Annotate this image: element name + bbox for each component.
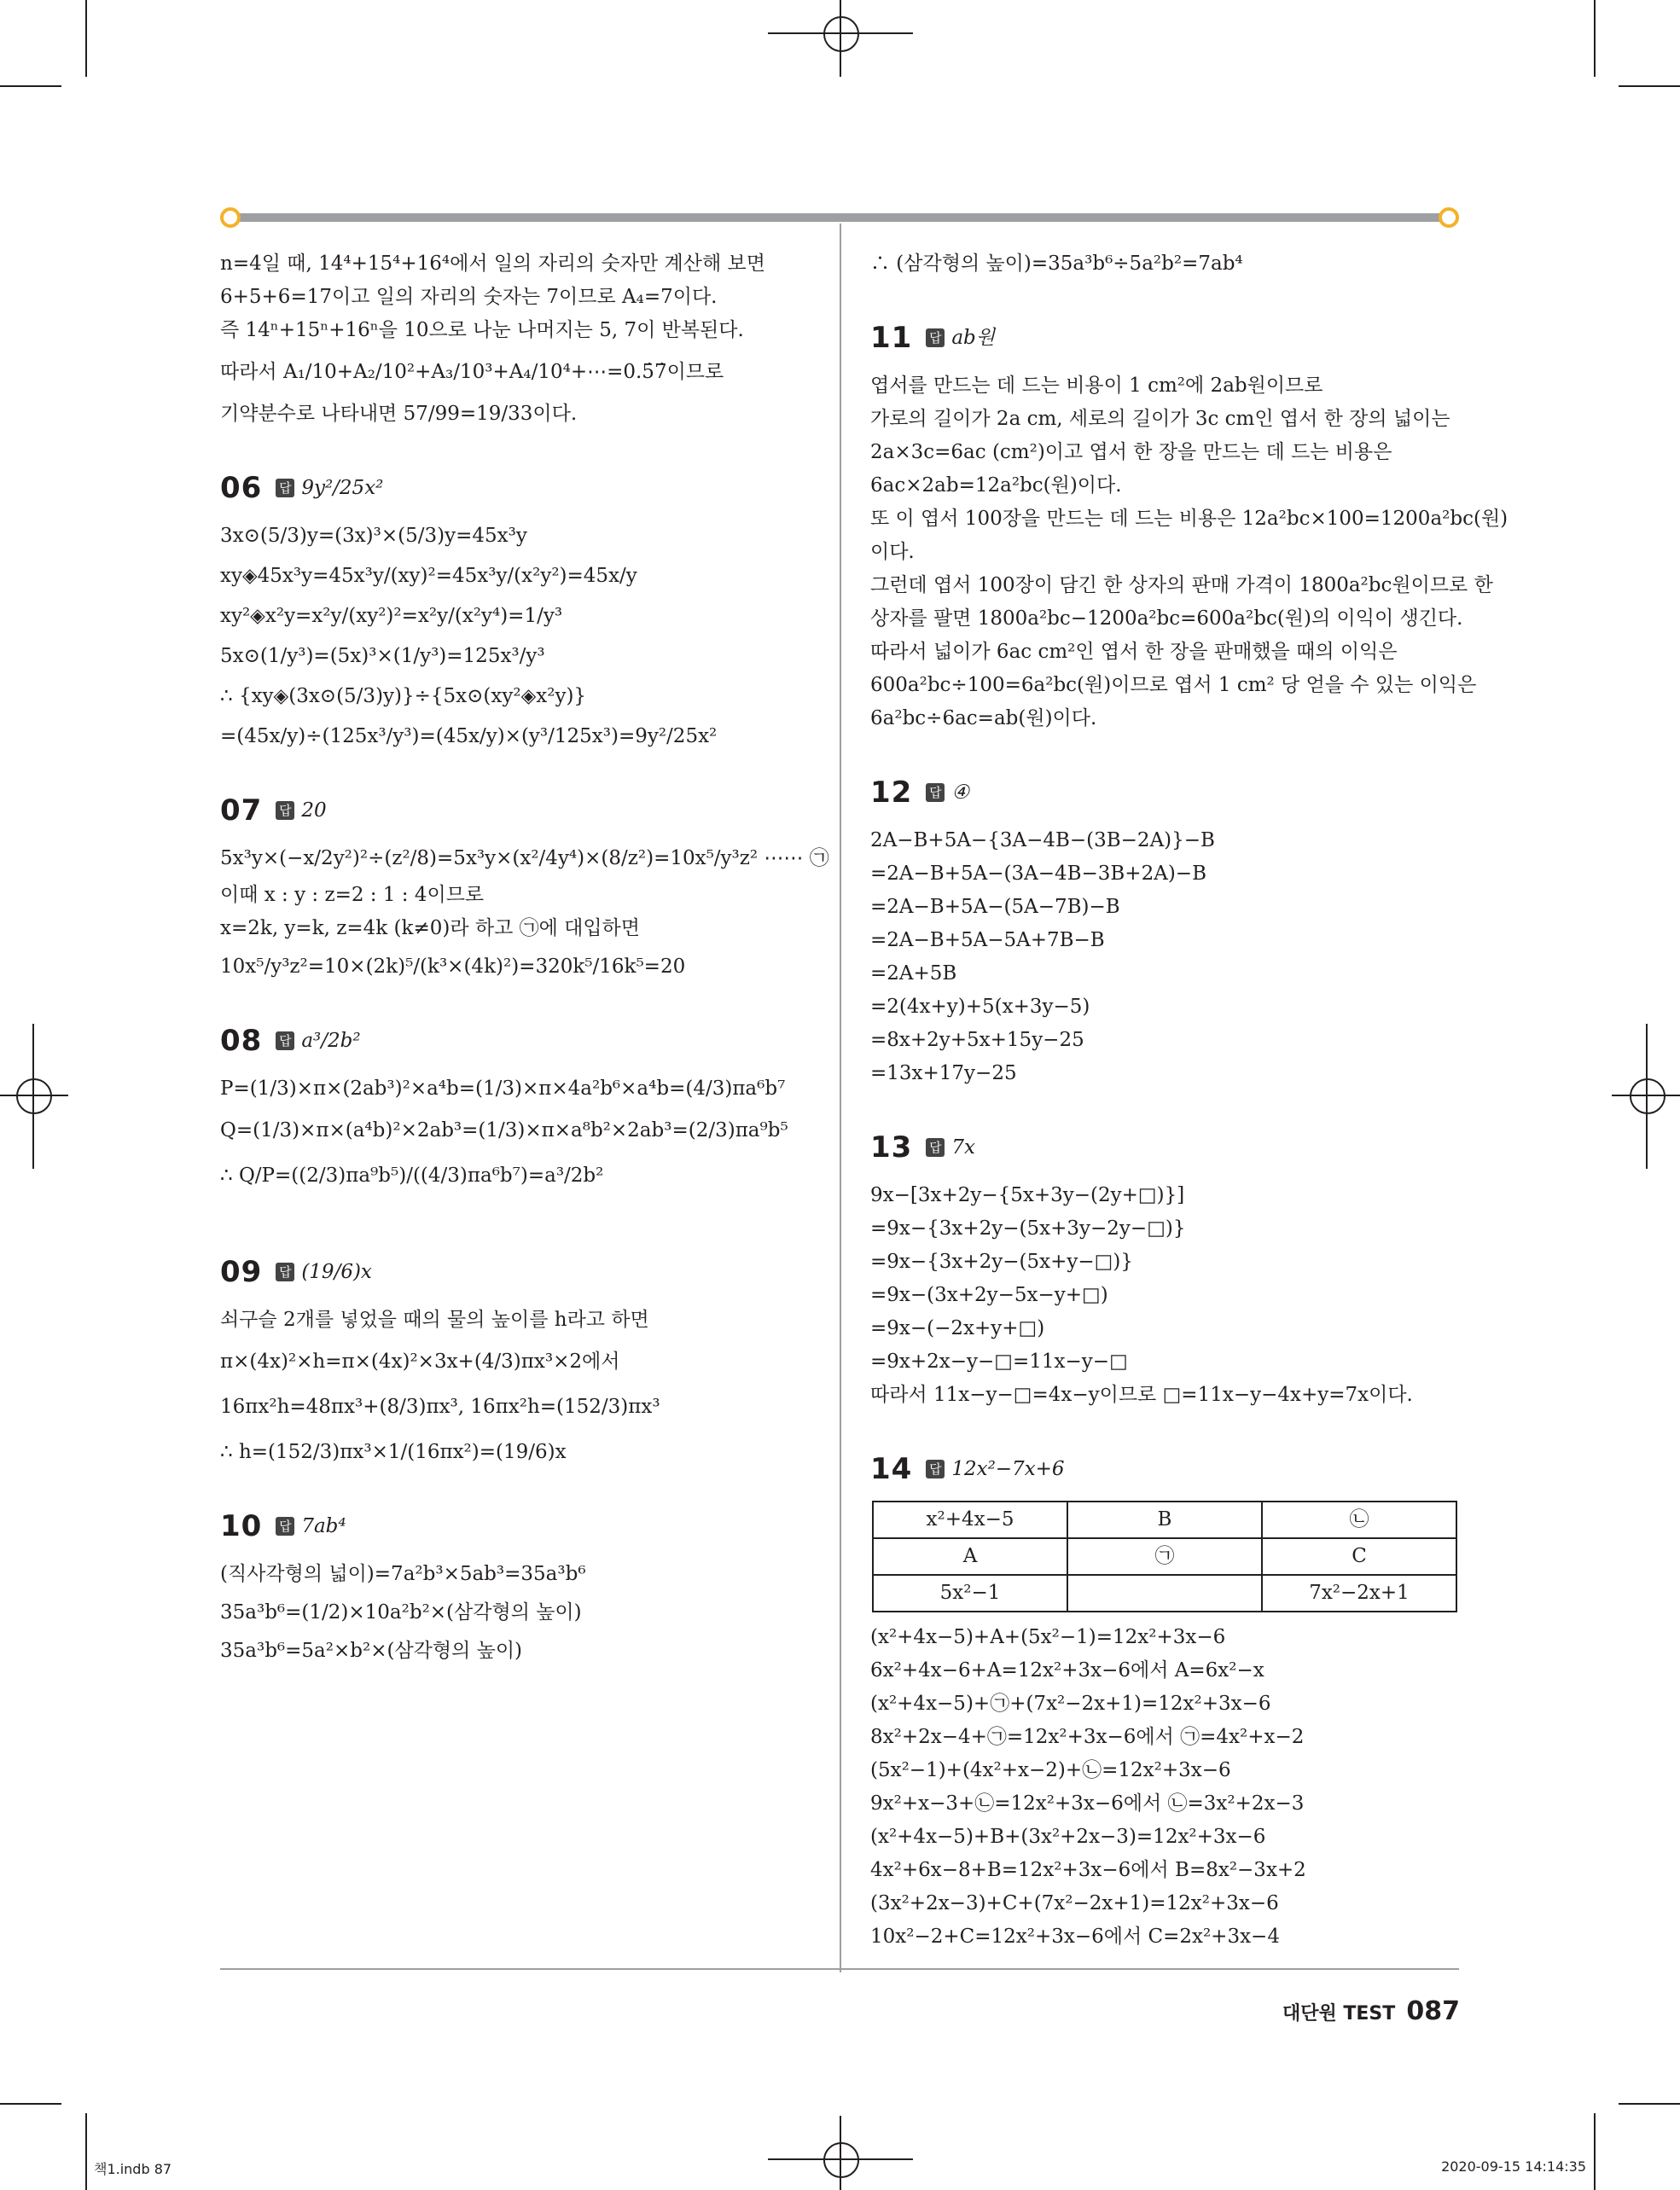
crop-mark (0, 2103, 61, 2105)
problem-number: 08 (220, 1023, 263, 1058)
left-column (220, 247, 834, 1668)
page-footer (1282, 1996, 1460, 2026)
problem-answer: ab원 (951, 326, 995, 349)
answer-badge: 답 (276, 801, 294, 820)
text-line: P=(1/3)×π×(2ab³)²×a⁴b=(1/3)×π×4a²b⁶×a⁴b=(4/3)πa⁶b⁷ (220, 1078, 786, 1100)
problem-answer: 9y²/25x² (301, 476, 384, 499)
text-line: 16πx²h=48πx³+(8/3)πx³, 16πx²h=(152/3)πx³ (220, 1396, 660, 1418)
slug-timestamp: 2020-09-15 14:14:35 (1441, 2158, 1586, 2175)
text-line: =2A−B+5A−(5A−7B)−B (870, 896, 1120, 918)
rule-end-dot (1439, 207, 1459, 228)
text-line: (x²+4x−5)+A+(5x²−1)=12x²+3x−6 (870, 1626, 1226, 1648)
problem-header (220, 787, 834, 834)
table-cell: A (873, 1538, 1067, 1575)
text-line: =8x+2y+5x+15y−25 (870, 1029, 1084, 1051)
text-line: =9x−(−2x+y+□) (870, 1317, 1045, 1339)
text-line: =9x−(3x+2y−5x−y+□) (870, 1284, 1108, 1306)
problem-header (220, 1018, 834, 1064)
text-line: =9x−{3x+2y−(5x+y−□)} (870, 1251, 1134, 1273)
text-line: n=4일 때, 14⁴+15⁴+16⁴에서 일의 자리의 숫자만 계산해 보면 (220, 253, 765, 275)
text-line: 따라서 A₁/10+A₂/10²+A₃/10³+A₄/10⁴+⋯=0.5̇7̇이므로 (220, 361, 724, 383)
answer-badge: 답 (276, 1517, 294, 1536)
text-line: =13x+17y−25 (870, 1062, 1017, 1084)
magic-square-table (872, 1501, 1457, 1612)
registration-mark (823, 16, 859, 52)
problem-header (870, 1124, 1485, 1171)
problem-number: 13 (870, 1130, 913, 1165)
text-line: xy²◈x²y=x²y/(xy²)²=x²y/(x²y⁴)=1/y³ (220, 605, 563, 627)
problem-answer: (19/6)x (301, 1260, 372, 1283)
text-line: 9x²+x−3+㉡=12x²+3x−6에서 ㉡=3x²+2x−3 (870, 1792, 1305, 1815)
text-line: 10x⁵/y³z²=10×(2k)⁵/(k³×(4k)²)=320k⁵/16k⁵=20 (220, 956, 686, 978)
table-cell: B (1067, 1502, 1262, 1538)
text-line: 2A−B+5A−{3A−4B−(3B−2A)}−B (870, 829, 1215, 851)
table-cell: ㉡ (1262, 1502, 1456, 1538)
registration-mark (823, 2142, 859, 2178)
problem-number: 07 (220, 793, 263, 828)
problem-answer: 20 (301, 799, 327, 822)
text-line: 따라서 11x−y−□=4x−y이므로 □=11x−y−4x+y=7x이다. (870, 1384, 1413, 1406)
table-cell: x²+4x−5 (873, 1502, 1067, 1538)
text-line: ∴ (삼각형의 높이)=35a³b⁶÷5a²b²=7ab⁴ (870, 253, 1243, 275)
column-divider (840, 224, 841, 1972)
crop-mark (1619, 2103, 1680, 2105)
text-line: 또 이 엽서 100장을 만드는 데 드는 비용은 12a²bc×100=1200a²bc(원) (870, 508, 1509, 530)
text-line: =(45x/y)÷(125x³/y³)=(45x/y)×(y³/125x³)=9y²/25x² (220, 725, 718, 747)
text-line: 5x³y×(−x/2y²)²÷(z²/8)=5x³y×(x²/4y⁴)×(8/z²)=10x⁵/y³z² ⋯⋯ ㉠ (220, 847, 829, 869)
answer-badge: 답 (926, 1460, 945, 1478)
problem-number: 12 (870, 775, 913, 810)
text-line: ∴ h=(152/3)πx³×1/(16πx²)=(19/6)x (220, 1441, 567, 1463)
table-row (873, 1538, 1456, 1575)
text-line: 6a²bc÷6ac=ab(원)이다. (870, 707, 1097, 729)
section-label: 대단원 TEST (1282, 2003, 1396, 2024)
text-line: =2(4x+y)+5(x+3y−5) (870, 996, 1090, 1018)
answer-badge: 답 (926, 783, 945, 802)
registration-mark (1630, 1078, 1665, 1114)
text-line: 4x²+6x−8+B=12x²+3x−6에서 B=8x²−3x+2 (870, 1859, 1306, 1881)
text-line: 기약분수로 나타내면 57/99=19/33이다. (220, 403, 578, 425)
text-line: 6ac×2ab=12a²bc(원)이다. (870, 474, 1122, 497)
text-line: 즉 14ⁿ+15ⁿ+16ⁿ을 10으로 나눈 나머지는 5, 7이 반복된다. (220, 319, 744, 341)
table-cell: 7x²−2x+1 (1262, 1575, 1456, 1612)
registration-mark (16, 1078, 52, 1114)
answer-badge: 답 (276, 479, 294, 497)
problem-number: 11 (870, 320, 913, 355)
problem-number: 10 (220, 1508, 263, 1543)
text-line: 가로의 길이가 2a cm, 세로의 길이가 3c cm인 엽서 한 장의 넓이는 (870, 408, 1450, 430)
problem-header (870, 770, 1485, 816)
table-row (873, 1502, 1456, 1538)
crop-mark (1594, 0, 1596, 77)
table-cell: 5x²−1 (873, 1575, 1067, 1612)
text-line: x=2k, y=k, z=4k (k≠0)라 하고 ㉠에 대입하면 (220, 917, 640, 939)
text-line: 35a³b⁶=(1/2)×10a²b²×(삼각형의 높이) (220, 1601, 582, 1624)
text-line: 600a²bc÷100=6a²bc(원)이므로 엽서 1 cm² 당 얻을 수 있는 이익은 (870, 674, 1477, 696)
crop-mark (1619, 85, 1680, 87)
text-line: =2A−B+5A−(3A−4B−3B+2A)−B (870, 863, 1206, 885)
text-line: Q=(1/3)×π×(a⁴b)²×2ab³=(1/3)×π×a⁸b²×2ab³=(2/3)πa⁹b⁵ (220, 1119, 788, 1141)
slug-file: 책1.indb 87 (94, 2161, 172, 2177)
table-cell: C (1262, 1538, 1456, 1575)
crop-mark (0, 85, 61, 87)
problem-header (220, 465, 834, 511)
text-line: 10x²−2+C=12x²+3x−6에서 C=2x²+3x−4 (870, 1926, 1280, 1948)
problem-number: 14 (870, 1451, 913, 1486)
text-line: ∴ {xy◈(3x⊙(5/3)y)}÷{5x⊙(xy²◈x²y)} (220, 685, 587, 707)
page-number: 087 (1406, 1996, 1460, 2026)
problem-answer: 12x²−7x+6 (951, 1457, 1065, 1480)
text-line: 따라서 넓이가 6ac cm²인 엽서 한 장을 판매했을 때의 이익은 (870, 641, 1398, 663)
problem-answer: 7ab⁴ (301, 1514, 346, 1537)
crop-mark (85, 0, 87, 77)
text-line: 이다. (870, 541, 915, 563)
text-line: 3x⊙(5/3)y=(3x)³×(5/3)y=45x³y (220, 525, 527, 547)
problem-answer: a³/2b² (301, 1029, 361, 1052)
text-line: 이때 x : y : z=2 : 1 : 4이므로 (220, 884, 485, 906)
problem-number: 06 (220, 470, 263, 505)
answer-badge: 답 (276, 1263, 294, 1281)
text-line: 그런데 엽서 100장이 담긴 한 상자의 판매 가격이 1800a²bc원이므로 한 (870, 574, 1493, 596)
problem-number: 09 (220, 1254, 263, 1289)
table-cell: ㉠ (1067, 1538, 1262, 1575)
text-line: 6x²+4x−6+A=12x²+3x−6에서 A=6x²−x (870, 1659, 1264, 1682)
text-line: 2a×3c=6ac (cm²)이고 엽서 한 장을 만드는 데 드는 비용은 (870, 441, 1392, 463)
text-line: (직사각형의 넓이)=7a²b³×5ab³=35a³b⁶ (220, 1563, 586, 1585)
crop-mark (85, 2113, 87, 2190)
table-cell (1067, 1575, 1262, 1612)
problem-answer: 7x (951, 1136, 975, 1159)
text-line: (5x²−1)+(4x²+x−2)+㉡=12x²+3x−6 (870, 1759, 1231, 1781)
crop-mark (1594, 2113, 1596, 2190)
text-line: (3x²+2x−3)+C+(7x²−2x+1)=12x²+3x−6 (870, 1892, 1279, 1914)
top-rule (229, 213, 1450, 222)
text-line: xy◈45x³y=45x³y/(xy)²=45x³y/(x²y²)=45x/y (220, 565, 637, 587)
text-line: (x²+4x−5)+㉠+(7x²−2x+1)=12x²+3x−6 (870, 1693, 1271, 1715)
text-line: =9x+2x−y−□=11x−y−□ (870, 1351, 1128, 1373)
text-line: =2A−B+5A−5A+7B−B (870, 929, 1105, 951)
problem-answer: ④ (951, 781, 969, 804)
problem-header (220, 1503, 834, 1549)
text-line: 엽서를 만드는 데 드는 비용이 1 cm²에 2ab원이므로 (870, 375, 1323, 397)
text-line: π×(4x)²×h=π×(4x)²×3x+(4/3)πx³×2에서 (220, 1351, 620, 1373)
text-line: =2A+5B (870, 962, 957, 985)
table-row (873, 1575, 1456, 1612)
answer-badge: 답 (926, 1138, 945, 1157)
text-line: 8x²+2x−4+㉠=12x²+3x−6에서 ㉠=4x²+x−2 (870, 1726, 1305, 1748)
text-line: =9x−{3x+2y−(5x+3y−2y−□)} (870, 1217, 1186, 1240)
answer-badge: 답 (926, 328, 945, 347)
rule-end-dot (220, 207, 241, 228)
text-line: 상자를 팔면 1800a²bc−1200a²bc=600a²bc(원)의 이익이 생긴다. (870, 607, 1463, 630)
right-column (870, 247, 1509, 1954)
bottom-rule (220, 1968, 1459, 1970)
problem-header (220, 1249, 834, 1295)
text-line: 9x−[3x+2y−{5x+3y−(2y+□)}] (870, 1184, 1185, 1206)
text-line: 5x⊙(1/y³)=(5x)³×(1/y³)=125x³/y³ (220, 645, 545, 667)
text-line: 쇠구슬 2개를 넣었을 때의 물의 높이를 h라고 하면 (220, 1309, 649, 1331)
text-line: 6+5+6=17이고 일의 자리의 숫자는 7이므로 A₄=7이다. (220, 286, 718, 308)
problem-header (870, 315, 1485, 361)
text-line: ∴ Q/P=((2/3)πa⁹b⁵)/((4/3)πa⁶b⁷)=a³/2b² (220, 1165, 604, 1187)
text-line: (x²+4x−5)+B+(3x²+2x−3)=12x²+3x−6 (870, 1826, 1266, 1848)
text-line: 35a³b⁶=5a²×b²×(삼각형의 높이) (220, 1640, 523, 1662)
answer-badge: 답 (276, 1031, 294, 1050)
problem-header (870, 1446, 1485, 1492)
